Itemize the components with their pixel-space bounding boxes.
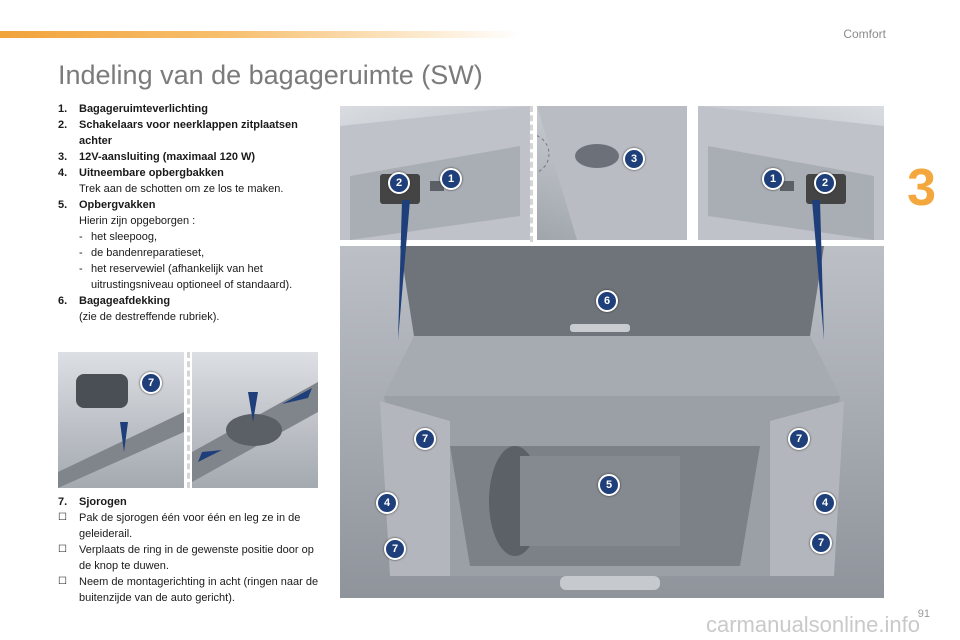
- item-number: 6.: [58, 295, 68, 307]
- label-badge-5: 5: [598, 474, 620, 496]
- lashing-ring-illustration: [58, 352, 184, 488]
- item-description: (zie de destreffende rubriek).: [79, 311, 220, 323]
- divider: [530, 106, 533, 242]
- item-title: 12V-aansluiting (maximaal 120 W): [79, 151, 256, 163]
- sub-item: [79, 229, 318, 245]
- label-badge-7: 7: [140, 372, 162, 394]
- lashing-ring-illustration: [192, 352, 318, 488]
- label-badge-3: 3: [623, 148, 645, 170]
- lashing-ring-image-left: [58, 352, 184, 488]
- label-badge-1: 1: [762, 168, 784, 190]
- detail-illustration: [698, 106, 884, 240]
- bullet-text: Neem de montagerichting in acht (ringen naar de buitenzijde van de auto gericht).: [79, 576, 319, 604]
- list-item: [58, 165, 318, 197]
- sub-item-text: het sleepoog,: [91, 231, 158, 243]
- item-title: Bagageafdekking: [79, 295, 171, 307]
- item-number: 5.: [58, 199, 68, 211]
- sub-item-text: het reservewiel (afhankelijk van het uitrustingsniveau optioneel of standaard).: [91, 263, 293, 291]
- page-number: 91: [917, 608, 930, 620]
- lashing-ring-image-right: [192, 352, 318, 488]
- list-item: [58, 117, 318, 149]
- dash-marker: -: [79, 231, 83, 243]
- item-title: Schakelaars voor neerklappen zitplaatsen achter: [79, 119, 298, 147]
- label-badge-7: 7: [384, 538, 406, 560]
- dash-marker: -: [79, 247, 83, 259]
- label-badge-4: 4: [376, 492, 398, 514]
- detail-illustration: [537, 106, 687, 240]
- item-title: Uitneembare opbergbakken: [79, 167, 224, 179]
- checkbox-bullet-icon: ☐: [58, 544, 67, 555]
- label-badge-7: 7: [414, 428, 436, 450]
- item-title: Sjorogen: [79, 496, 127, 508]
- list-item: [58, 197, 318, 293]
- label-badge-2: 2: [388, 172, 410, 194]
- component-list: [58, 101, 318, 325]
- label-badge-7: 7: [788, 428, 810, 450]
- sub-item: [79, 261, 318, 293]
- dash-marker: -: [79, 263, 83, 275]
- divider: [187, 352, 190, 488]
- header-accent-bar: [0, 31, 520, 38]
- item-title: Opbergvakken: [79, 199, 156, 211]
- label-badge-4: 4: [814, 492, 836, 514]
- bullet-text: Pak de sjorogen één voor één en leg ze in de geleiderail.: [79, 512, 301, 540]
- item-number: 1.: [58, 103, 68, 115]
- label-badge-7: 7: [810, 532, 832, 554]
- item-description: Trek aan de schotten om ze los te maken.: [79, 183, 284, 195]
- page-title: Indeling van de bagageruimte (SW): [58, 60, 483, 90]
- checkbox-bullet-icon: ☐: [58, 576, 67, 587]
- list-item: [58, 494, 328, 510]
- sub-item: [79, 245, 318, 261]
- bullet-item: [58, 574, 328, 606]
- list-item: [58, 149, 318, 165]
- sub-item-text: de bandenreparatieset,: [91, 247, 205, 259]
- section-label: Comfort: [843, 27, 886, 41]
- label-badge-2: 2: [814, 172, 836, 194]
- item-number: 7.: [58, 496, 68, 508]
- item-number: 4.: [58, 167, 68, 179]
- list-item: [58, 101, 318, 117]
- list-item: [58, 293, 318, 325]
- chapter-number: 3: [907, 159, 936, 217]
- label-badge-1: 1: [440, 168, 462, 190]
- detail-image-left-controls: [340, 106, 530, 240]
- bullet-item: [58, 542, 328, 574]
- item-description: Hierin zijn opgeborgen :: [79, 215, 196, 227]
- watermark: carmanualsonline.info: [705, 612, 920, 637]
- checkbox-bullet-icon: ☐: [58, 512, 67, 523]
- bullet-text: Verplaats de ring in de gewenste positie door op de knop te duwen.: [79, 544, 314, 572]
- item-number: 2.: [58, 119, 68, 131]
- detail-illustration: [340, 106, 530, 240]
- trunk-overview-image: [340, 246, 884, 598]
- detail-image-power-outlet: [537, 106, 687, 240]
- bullet-item: [58, 510, 328, 542]
- item-number: 3.: [58, 151, 68, 163]
- label-badge-6: 6: [596, 290, 618, 312]
- lashing-rings-section: [58, 494, 328, 606]
- item-title: Bagageruimteverlichting: [79, 103, 208, 115]
- detail-image-right-controls: [698, 106, 884, 240]
